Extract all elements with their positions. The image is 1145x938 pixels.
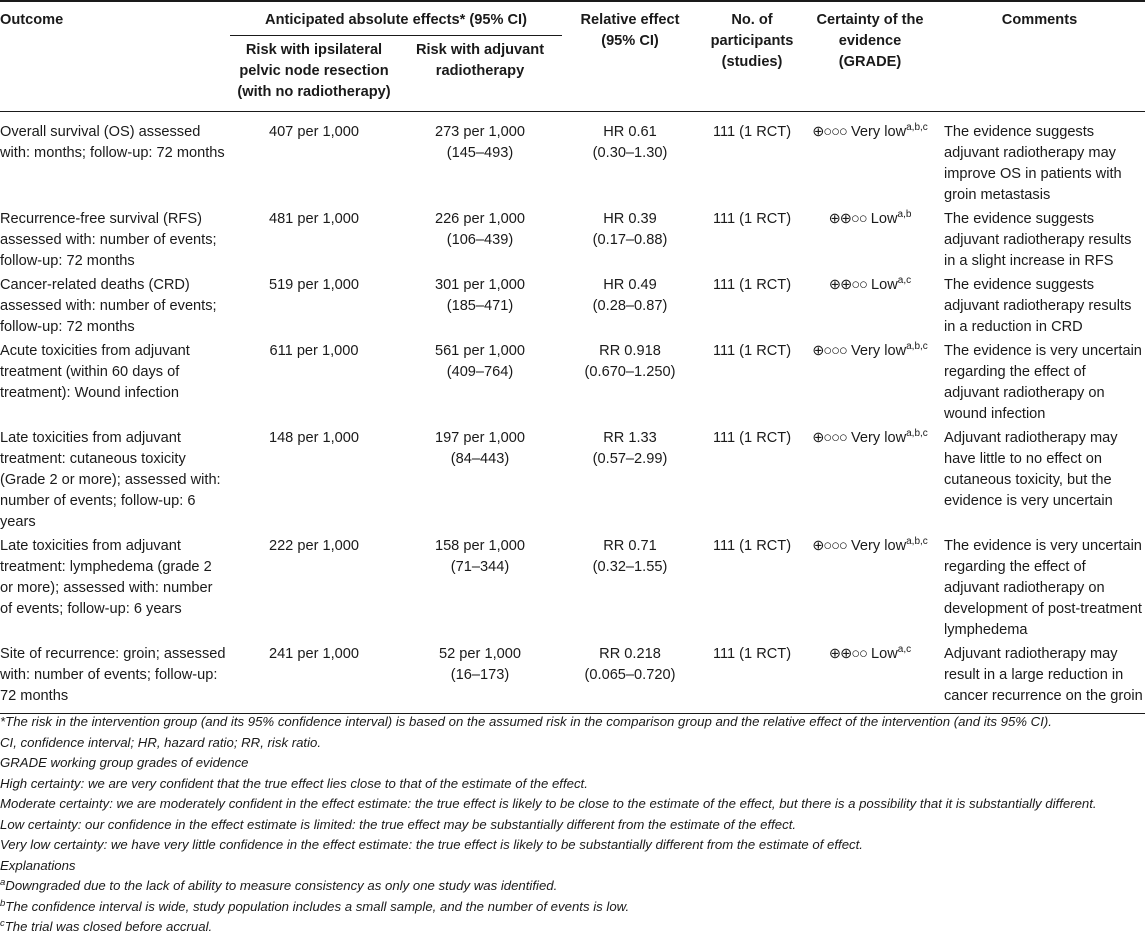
cell-certainty	[806, 338, 934, 425]
grade-symbol-icon: ⊕⊕○○	[828, 277, 867, 293]
footnote-mark-a: a	[0, 877, 6, 888]
cell-relative-effect	[562, 206, 698, 272]
footnote-text-c: The trial was closed before accrual.	[4, 919, 213, 934]
grade-symbol-icon: ⊕○○○	[812, 124, 847, 140]
cell-risk-intervention	[398, 425, 562, 533]
cell-risk-intervention	[398, 206, 562, 272]
grade-symbol-icon: ⊕○○○	[812, 538, 847, 554]
certainty-footnote-marks: a,c	[897, 644, 912, 655]
risk-intervention-ci: (145–493)	[446, 145, 514, 161]
table-row	[0, 206, 1145, 272]
risk-intervention-value: 226 per 1,000	[434, 211, 526, 227]
cell-participants: 111 (1 RCT)	[712, 343, 792, 359]
risk-intervention-value: 158 per 1,000	[434, 538, 526, 554]
table-row	[0, 533, 1145, 641]
cell-relative-effect	[562, 338, 698, 425]
table-row	[0, 425, 1145, 533]
cell-risk-control: 241 per 1,000	[230, 641, 398, 714]
risk-intervention-ci: (71–344)	[450, 559, 510, 575]
footnote-low-certainty: Low certainty: our confidence in the effect estimate is limited: the true effect may be substantially different from the estimate of the effect.	[0, 816, 797, 832]
cell-risk-intervention	[398, 641, 562, 714]
footnote-text-b: The confidence interval is wide, study population includes a small sample, and the number of events is low.	[5, 898, 630, 914]
relative-effect-ci: (0.28–0.87)	[592, 298, 668, 314]
cell-certainty	[806, 533, 934, 641]
grade-symbol-icon: ⊕⊕○○	[828, 646, 867, 662]
table-body	[0, 112, 1145, 714]
cell-comments: The evidence suggests adjuvant radiotherapy results in a reduction in CRD	[944, 277, 1132, 335]
relative-effect-value: RR 0.71	[603, 538, 657, 554]
grade-symbol-icon: ⊕⊕○○	[828, 211, 867, 227]
cell-risk-intervention	[398, 272, 562, 338]
certainty-label: Very low	[850, 343, 907, 359]
certainty-label: Low	[871, 277, 898, 293]
table-row	[0, 272, 1145, 338]
cell-participants: 111 (1 RCT)	[698, 641, 806, 714]
cell-comments: Adjuvant radiotherapy may have little to no effect on cutaneous toxicity, but the evidence is very uncertain	[944, 430, 1118, 509]
cell-certainty	[806, 425, 934, 533]
cell-certainty	[806, 112, 934, 207]
cell-relative-effect	[562, 641, 698, 714]
header-relative-effect: Relative effect (95% CI)	[562, 1, 698, 112]
relative-effect-ci: (0.17–0.88)	[592, 232, 668, 248]
footnote-explanation-c	[0, 917, 1145, 938]
cell-risk-intervention	[398, 533, 562, 641]
cell-comments: The evidence is very uncertain regarding the effect of adjuvant radiotherapy on wound infection	[944, 343, 1142, 422]
relative-effect-value: RR 0.218	[599, 646, 661, 662]
cell-outcome: Acute toxicities from adjuvant treatment (within 60 days of treatment): Wound infection	[0, 343, 190, 401]
risk-intervention-value: 301 per 1,000	[434, 277, 526, 293]
relative-effect-value: RR 0.918	[599, 343, 661, 359]
relative-effect-value: HR 0.39	[603, 211, 657, 227]
cell-outcome: Site of recurrence: groin; assessed with: number of events; follow-up: 72 months	[0, 641, 230, 714]
header-certainty: Certainty of the evidence (GRADE)	[806, 1, 934, 112]
cell-participants: 111 (1 RCT)	[712, 277, 792, 293]
cell-risk-intervention	[398, 338, 562, 425]
footnote-explanation-a	[0, 876, 1145, 897]
table-row	[0, 338, 1145, 425]
relative-effect-ci: (0.30–1.30)	[592, 145, 668, 161]
table-footnotes	[0, 712, 1145, 938]
relative-effect-value: HR 0.61	[603, 124, 657, 140]
risk-intervention-ci: (185–471)	[446, 298, 514, 314]
footnote-explanations-heading: Explanations	[0, 857, 76, 873]
cell-outcome: Cancer-related deaths (CRD) assessed with: number of events; follow-up: 72 months	[0, 277, 217, 335]
footnote-high-certainty: High certainty: we are very confident that the true effect lies close to that of the estimate of the effect.	[0, 775, 588, 791]
cell-participants: 111 (1 RCT)	[712, 211, 792, 227]
certainty-footnote-marks: a,b	[897, 209, 912, 220]
cell-risk-intervention	[398, 112, 562, 207]
cell-certainty	[806, 272, 934, 338]
risk-intervention-value: 52 per 1,000	[439, 646, 521, 662]
relative-effect-value: HR 0.49	[603, 277, 657, 293]
cell-certainty	[806, 206, 934, 272]
relative-effect-ci: (0.670–1.250)	[584, 364, 676, 380]
cell-outcome: Late toxicities from adjuvant treatment: lymphedema (grade 2 or more); assessed with: number of events; follow-up: 6 years	[0, 538, 213, 617]
certainty-label: Very low	[850, 124, 907, 140]
footnote-mark-c: c	[0, 918, 5, 929]
relative-effect-ci: (0.32–1.55)	[592, 559, 668, 575]
risk-intervention-value: 273 per 1,000	[434, 124, 526, 140]
cell-comments: The evidence suggests adjuvant radiotherapy results in a slight increase in RFS	[944, 211, 1132, 269]
cell-risk-control: 481 per 1,000	[268, 211, 360, 227]
grade-symbol-icon: ⊕○○○	[812, 430, 847, 446]
cell-certainty	[806, 641, 934, 714]
header-comments: Comments	[934, 1, 1145, 112]
cell-relative-effect	[562, 533, 698, 641]
header-risk-control: Risk with ipsilateral pelvic node resection (with no radiotherapy)	[230, 36, 398, 112]
relative-effect-ci: (0.065–0.720)	[584, 667, 676, 683]
relative-effect-ci: (0.57–2.99)	[592, 451, 668, 467]
table-row	[0, 112, 1145, 207]
footnote-mark-b: b	[0, 897, 6, 909]
certainty-footnote-marks: a,b,c	[906, 428, 928, 439]
cell-risk-control: 407 per 1,000	[268, 124, 360, 140]
footnote-assumed-risk: *The risk in the intervention group (and its 95% confidence interval) is based on the assumed risk in the comparison group and the relative effect of the intervention (and its 95% CI).	[0, 714, 1052, 729]
certainty-label: Low	[870, 211, 898, 227]
header-risk-intervention: Risk with adjuvant radiotherapy	[398, 36, 562, 112]
header-participants: No. of participants (studies)	[698, 1, 806, 112]
footnote-text-a: Downgraded due to the lack of ability to measure consistency as only one study was identified.	[5, 878, 558, 893]
cell-comments: The evidence is very uncertain regarding the effect of adjuvant radiotherapy on development of post-treatment lymphedema	[944, 538, 1142, 638]
cell-outcome: Overall survival (OS) assessed with: months; follow-up: 72 months	[0, 124, 225, 161]
certainty-footnote-marks: a,b,c	[906, 122, 928, 133]
header-outcome: Outcome	[0, 1, 230, 112]
risk-intervention-ci: (409–764)	[446, 364, 514, 380]
certainty-footnote-marks: a,b,c	[906, 536, 928, 547]
cell-participants: 111 (1 RCT)	[712, 538, 792, 554]
cell-comments: Adjuvant radiotherapy may result in a large reduction in cancer recurrence on the groin	[934, 641, 1145, 714]
header-row	[0, 1, 1145, 36]
relative-effect-value: RR 1.33	[603, 430, 657, 446]
table-row	[0, 641, 1145, 714]
cell-relative-effect	[562, 112, 698, 207]
footnote-explanation-b	[0, 897, 1145, 918]
certainty-footnote-marks: a,b,c	[906, 341, 928, 352]
footnote-moderate-certainty: Moderate certainty: we are moderately confident in the effect estimate: the true effect is likely to be close to the estimate of the effect, but there is a possibility that it is substantially different.	[0, 796, 1097, 811]
cell-participants: 111 (1 RCT)	[712, 124, 792, 140]
risk-intervention-value: 197 per 1,000	[434, 430, 526, 446]
cell-risk-control: 519 per 1,000	[268, 277, 360, 293]
cell-comments: The evidence suggests adjuvant radiotherapy may improve OS in patients with groin metastasis	[944, 124, 1122, 203]
cell-outcome: Recurrence-free survival (RFS) assessed with: number of events; follow-up: 72 months	[0, 211, 217, 269]
certainty-label: Very low	[850, 430, 907, 446]
risk-intervention-value: 561 per 1,000	[434, 343, 526, 359]
cell-relative-effect	[562, 425, 698, 533]
cell-risk-control: 148 per 1,000	[268, 430, 360, 446]
risk-intervention-ci: (84–443)	[450, 451, 510, 467]
cell-outcome: Late toxicities from adjuvant treatment: cutaneous toxicity (Grade 2 or more); assessed with: number of events; follow-up: 6 years	[0, 430, 221, 530]
grade-symbol-icon: ⊕○○○	[812, 343, 847, 359]
footnote-very-low-certainty: Very low certainty: we have very little confidence in the effect estimate: the true effect is likely to be substantially different from the estimate of effect.	[0, 837, 863, 852]
cell-relative-effect	[562, 272, 698, 338]
cell-participants: 111 (1 RCT)	[712, 430, 792, 446]
certainty-label: Very low	[850, 538, 907, 554]
certainty-footnote-marks: a,c	[897, 275, 912, 286]
cell-risk-control: 611 per 1,000	[269, 343, 359, 359]
footnote-grade-heading: GRADE working group grades of evidence	[0, 755, 249, 770]
risk-intervention-ci: (106–439)	[446, 232, 514, 248]
certainty-label: Low	[871, 646, 898, 662]
header-anticipated-effects: Anticipated absolute effects* (95% CI)	[230, 1, 562, 36]
cell-risk-control: 222 per 1,000	[268, 538, 360, 554]
footnote-abbreviations: CI, confidence interval; HR, hazard ratio; RR, risk ratio.	[0, 734, 322, 750]
risk-intervention-ci: (16–173)	[450, 667, 510, 683]
